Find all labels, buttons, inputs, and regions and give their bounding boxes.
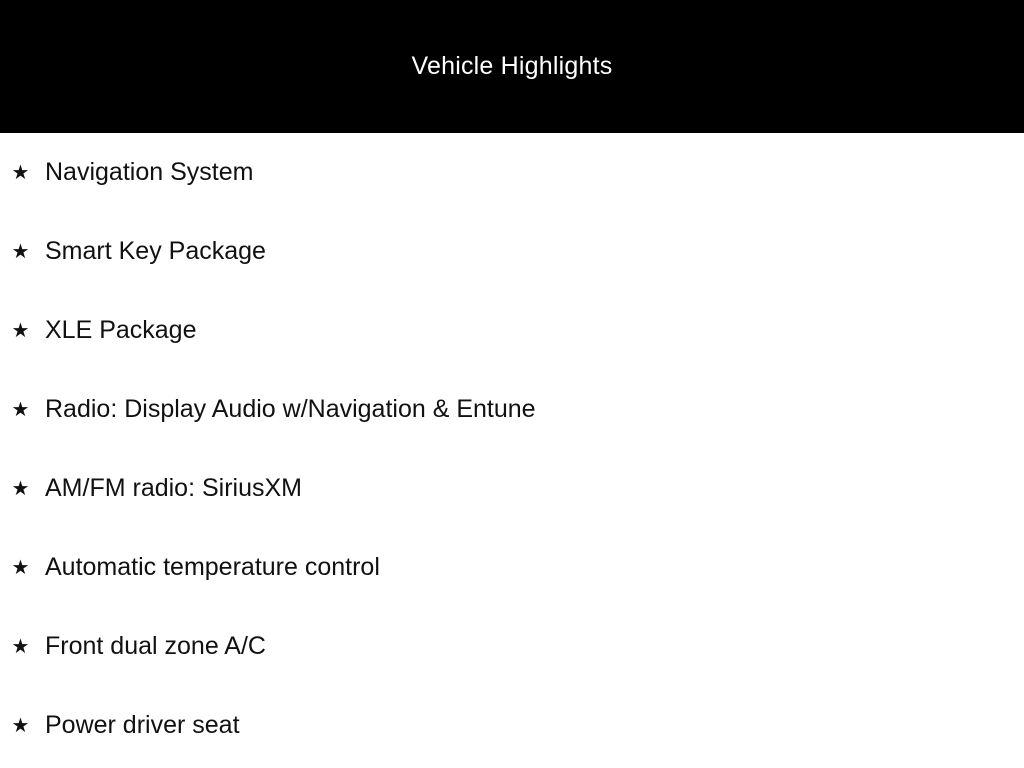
star-icon: ★ [11, 240, 30, 263]
list-item-label: XLE Package [45, 316, 197, 344]
list-item [0, 133, 1024, 212]
list-item-label: Radio: Display Audio w/Navigation & Entune [45, 395, 536, 423]
page-title: Vehicle Highlights [411, 52, 613, 80]
list-item [0, 607, 1024, 686]
star-icon: ★ [11, 714, 30, 737]
list-item-label: Navigation System [45, 158, 254, 186]
list-item [0, 370, 1024, 449]
star-icon: ★ [11, 477, 30, 500]
list-item [0, 291, 1024, 370]
header-bar [0, 0, 1024, 133]
list-item-label: Smart Key Package [45, 237, 266, 265]
list-item-label: AM/FM radio: SiriusXM [45, 474, 302, 502]
list-item [0, 212, 1024, 291]
star-icon: ★ [11, 398, 30, 421]
list-item [0, 686, 1024, 765]
vehicle-highlights-list [0, 133, 1024, 765]
list-item [0, 528, 1024, 607]
list-item-label: Front dual zone A/C [45, 632, 266, 660]
list-item-label: Power driver seat [45, 711, 240, 739]
star-icon: ★ [11, 319, 30, 342]
star-icon: ★ [11, 556, 30, 579]
list-item [0, 449, 1024, 528]
star-icon: ★ [11, 161, 30, 184]
list-item-label: Automatic temperature control [45, 553, 380, 581]
star-icon: ★ [11, 635, 30, 658]
